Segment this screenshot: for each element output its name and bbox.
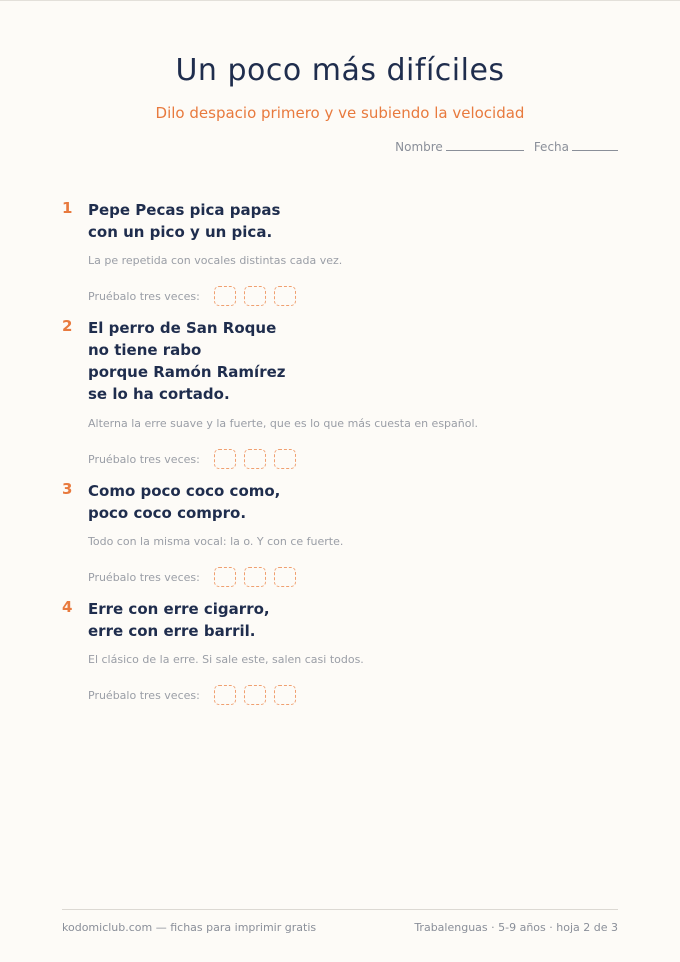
tongue-twister-line: Como poco coco como,	[88, 482, 281, 500]
tongue-twister-line: se lo ha cortado.	[88, 385, 230, 403]
tongue-twister-line: con un pico y un pica.	[88, 223, 273, 241]
page-title: Un poco más difíciles	[175, 53, 505, 88]
date-label: Fecha	[533, 140, 569, 154]
tries-row	[88, 449, 296, 469]
page-subtitle: Dilo despacio primero y ve subiendo la velocidad	[155, 104, 525, 122]
try-checkbox[interactable]	[214, 449, 236, 469]
try-checkbox[interactable]	[274, 449, 296, 469]
item-number: 1	[62, 199, 73, 217]
tries-row	[88, 685, 296, 705]
footer-page-info: Trabalenguas · 5-9 años · hoja 2 de 3	[414, 921, 618, 934]
try-checkbox[interactable]	[244, 449, 266, 469]
try-checkbox[interactable]	[274, 685, 296, 705]
tries-label: Pruébalo tres veces:	[88, 452, 200, 466]
item-note: Todo con la misma vocal: la o. Y con ce fuerte.	[88, 535, 344, 548]
tries-label: Pruébalo tres veces:	[88, 289, 200, 303]
name-blank[interactable]	[446, 150, 524, 151]
footer-divider	[62, 909, 618, 910]
footer-site: kodomiclub.com — fichas para imprimir gratis	[62, 921, 317, 934]
item-note: La pe repetida con vocales distintas cada vez.	[88, 254, 343, 267]
name-label: Nombre	[395, 140, 443, 154]
try-checkbox[interactable]	[274, 567, 296, 587]
tries-row	[88, 286, 296, 306]
tongue-twister-line: Erre con erre cigarro,	[88, 600, 270, 618]
item-note: El clásico de la erre. Si sale este, salen casi todos.	[88, 653, 364, 666]
item-number: 2	[62, 317, 73, 335]
try-checkbox[interactable]	[274, 286, 296, 306]
name-date-fields	[395, 140, 618, 154]
try-checkbox[interactable]	[244, 685, 266, 705]
item-number: 3	[62, 480, 73, 498]
tongue-twister-text	[88, 199, 280, 243]
tongue-twister-line: no tiene rabo	[88, 341, 202, 359]
item-number: 4	[62, 598, 73, 616]
tries-label: Pruébalo tres veces:	[88, 688, 200, 702]
try-checkbox[interactable]	[214, 567, 236, 587]
tongue-twister-text	[88, 480, 280, 524]
tongue-twister-line: erre con erre barril.	[88, 622, 256, 640]
try-checkbox[interactable]	[214, 685, 236, 705]
tries-row	[88, 567, 296, 587]
tongue-twister-text	[88, 317, 286, 405]
item-note: Alterna la erre suave y la fuerte, que es lo que más cuesta en español.	[88, 417, 479, 430]
tongue-twister-line: poco coco compro.	[88, 504, 247, 522]
date-blank[interactable]	[572, 150, 618, 151]
try-checkbox[interactable]	[214, 286, 236, 306]
try-checkbox[interactable]	[244, 286, 266, 306]
tongue-twister-text	[88, 598, 270, 642]
try-checkbox[interactable]	[244, 567, 266, 587]
tongue-twister-line: Pepe Pecas pica papas	[88, 201, 281, 219]
tries-label: Pruébalo tres veces:	[88, 570, 200, 584]
tongue-twister-line: El perro de San Roque	[88, 319, 277, 337]
tongue-twister-line: porque Ramón Ramírez	[88, 363, 286, 381]
